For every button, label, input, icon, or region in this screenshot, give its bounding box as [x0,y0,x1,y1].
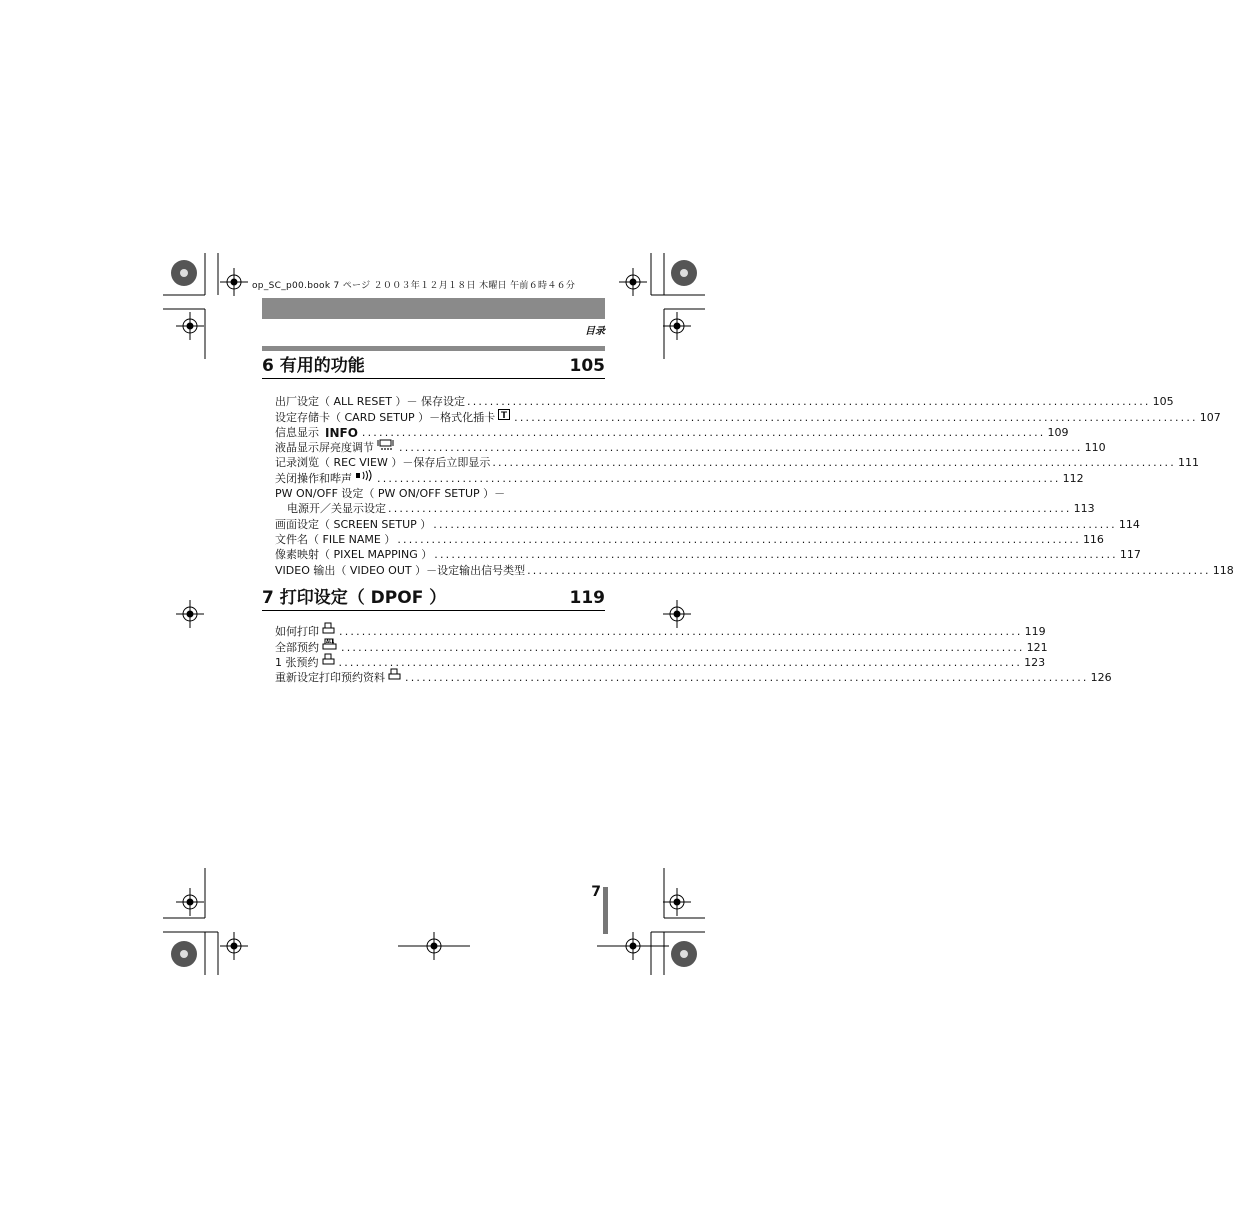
toc-entry[interactable] [275,501,1095,516]
toc-entry-label: 像素映射（ PIXEL MAPPING ） [275,548,433,562]
card-format-icon [498,409,510,425]
toc-entry-label: PW ON/OFF 设定（ PW ON/OFF SETUP ）－ [275,487,506,501]
section-title: 6 有用的功能 [262,356,365,376]
leader-dots: ........................................................................................................................ [434,548,1118,562]
leader-dots: ........................................................................................................................ [397,532,1081,546]
toc-entry-label: VIDEO 输出（ VIDEO OUT ）－设定输出信号类型 [275,563,526,577]
header-bar [262,298,605,319]
toc-entry-label: 如何打印 [275,625,319,639]
leader-dots: ........................................................................................................................ [527,563,1211,577]
toc-entry-label: 重新设定打印预约资料 [275,671,385,685]
toc-entry[interactable] [275,562,1234,577]
toc-entry-label: 文件名（ FILE NAME ） [275,532,396,546]
toc-entry-page: 119 [1024,625,1046,639]
print-icon [388,668,401,685]
toc-entry-label: 全部预约 [275,640,319,654]
leader-dots: ........................................................................................................................ [492,456,1176,470]
toc-entry-label: 设定存储卡（ CARD SETUP ）－格式化插卡 [275,410,496,424]
toc-entry[interactable] [275,409,1221,424]
section-heading [262,584,605,611]
toc-entry-label: 记录浏览（ REC VIEW ）－保存后立即显示 [275,456,491,470]
toc-entry-page: 126 [1090,671,1112,685]
toc-entry-page: 113 [1073,502,1095,516]
section-page: 105 [569,356,605,376]
leader-dots: ........................................................................................................................ [341,640,1025,654]
leader-dots: ........................................................................................................................ [339,625,1023,639]
beep-icon [355,470,373,486]
toc-entry-page: 117 [1119,548,1141,562]
toc-list [275,624,1112,685]
section-heading [262,352,605,379]
toc-entry[interactable] [275,455,1199,470]
toc-entry-page: 107 [1199,410,1221,424]
toc-entry[interactable] [275,655,1046,670]
toc-entry-page: 118 [1212,563,1234,577]
toc-entry-page: 111 [1177,456,1199,470]
leader-dots: ........................................................................................................................ [405,671,1089,685]
leader-dots: ........................................................................................................................ [467,395,1151,409]
toc-entry-label: 画面设定（ SCREEN SETUP ） [275,517,432,531]
toc-list [275,394,1234,578]
toc-entry[interactable] [275,547,1141,562]
toc-entry[interactable] [275,425,1069,440]
toc-entry[interactable] [275,394,1174,409]
leader-dots: ........................................................................................................................ [399,441,1083,455]
toc-entry-label: 出厂设定（ ALL RESET ）－ 保存设定 [275,395,466,409]
toc-entry[interactable] [275,486,606,501]
leader-dots: ........................................................................................................................ [514,410,1198,424]
section-title: 7 打印设定（ DPOF ） [262,588,447,608]
section-page: 119 [569,588,605,608]
leader-dots: ........................................................................................................................ [433,517,1117,531]
toc-entry[interactable] [275,516,1140,531]
toc-entry-label: 关闭操作和哔声 [275,471,352,485]
toc-entry-label: 信息显示 [275,425,319,439]
toc-entry-label: 1 张预约 [275,655,319,669]
page-number: 7 [591,884,601,900]
toc-entry[interactable] [275,470,1084,485]
toc-entry-page: 112 [1062,471,1084,485]
toc-entry-page: 123 [1024,655,1046,669]
toc-entry[interactable] [275,440,1106,455]
leader-dots: ........................................................................................................................ [361,425,1046,439]
toc-entry-page: 121 [1026,640,1048,654]
leader-dots: ........................................................................................................................ [338,655,1023,669]
svg-text:ALL: ALL [326,638,335,644]
toc-entry-page: 116 [1082,532,1104,546]
toc-entry-page: 114 [1118,517,1140,531]
running-header: 目录 [585,326,605,337]
toc-entry[interactable] [275,532,1104,547]
toc-entry[interactable] [275,670,1112,685]
thumb-tab [603,887,608,934]
toc-entry-label: 电源开／关显示设定 [287,502,386,516]
toc-entry-label: 液晶显示屏亮度调节 [275,441,374,455]
toc-entry-page: 109 [1047,425,1069,439]
lcd-brightness-icon [377,439,395,455]
info-label: INFO [325,425,358,440]
toc-entry-page: 110 [1084,441,1106,455]
leader-dots: ........................................................................................................................ [377,471,1061,485]
toc-entry-page: 105 [1152,395,1174,409]
print-slug: op_SC_p00.book 7 ページ ２００３年１２月１８日 木曜日 午前６時４６分 [252,281,576,291]
leader-dots: ........................................................................................................................ [388,502,1072,516]
print-icon [322,653,335,670]
